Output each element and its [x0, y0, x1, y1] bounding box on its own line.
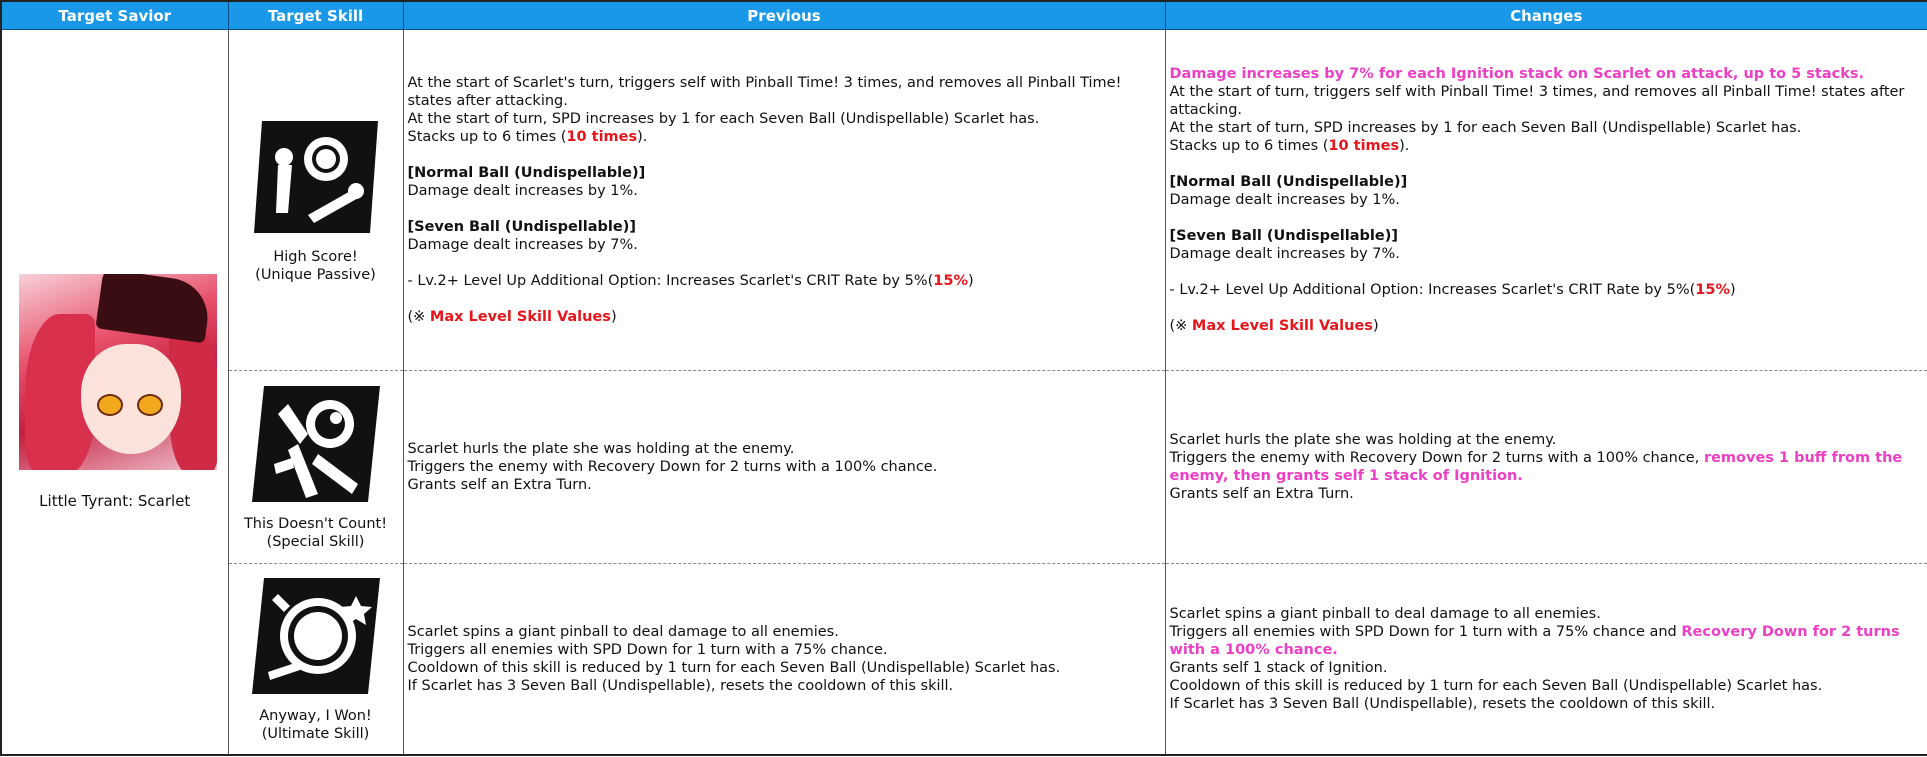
text-line: Damage dealt increases by 7%. [1169, 246, 1400, 262]
increased-value: 10 times [566, 129, 638, 145]
text-line: Cooldown of this skill is reduced by 1 turn for each Seven Ball (Undispellable) Scarlet has. [407, 660, 1061, 676]
text-line: (※ Max Level Skill Values) [407, 309, 617, 325]
text-line: Grants self 1 stack of Ignition. [1169, 660, 1388, 676]
text-line: - Lv.2+ Level Up Additional Option: Increases Scarlet's CRIT Rate by 5%(15%) [407, 273, 974, 289]
plate-throw-icon [248, 384, 384, 504]
text-line: [Seven Ball (Undispellable)] [407, 219, 636, 235]
header-target-skill: Target Skill [228, 1, 403, 30]
skill-row-ultimate [1, 564, 1927, 756]
note-highlight: Max Level Skill Values [1191, 318, 1373, 334]
skill-cell [228, 564, 403, 756]
skill-name: Anyway, I Won! [259, 707, 372, 724]
skill-cell [228, 30, 403, 371]
text-line: Grants self an Extra Turn. [407, 477, 592, 493]
increased-value: 15% [1695, 282, 1730, 298]
new-effect: Recovery Down for 2 turns with a 100% chance. [1169, 624, 1900, 658]
skill-type: (Ultimate Skill) [261, 725, 370, 742]
text-line: If Scarlet has 3 Seven Ball (Undispellable), resets the cooldown of this skill. [407, 678, 954, 694]
text-line: At the start of turn, triggers self with Pinball Time! 3 times, and removes all Pinball Time! states after attacking. [1169, 84, 1905, 118]
giant-pinball-icon [248, 576, 384, 696]
skill-cell [228, 371, 403, 564]
text-line: - Lv.2+ Level Up Additional Option: Increases Scarlet's CRIT Rate by 5%(15%) [1169, 282, 1736, 298]
note-highlight: Max Level Skill Values [429, 309, 611, 325]
skill-row-special [1, 371, 1927, 564]
previous-text [403, 371, 1165, 564]
increased-value: 15% [933, 273, 968, 289]
pinball-flipper-icon [248, 117, 384, 237]
header-changes: Changes [1165, 1, 1927, 30]
skill-name: High Score! [273, 248, 358, 265]
header-previous: Previous [403, 1, 1165, 30]
text-line: Grants self an Extra Turn. [1169, 486, 1354, 502]
text-line: [Seven Ball (Undispellable)] [1169, 228, 1398, 244]
text-line: Stacks up to 6 times (10 times). [1169, 138, 1410, 154]
new-effect: removes 1 buff from the enemy, then grants self 1 stack of Ignition. [1169, 450, 1903, 484]
previous-text [403, 564, 1165, 756]
skill-type: (Special Skill) [266, 533, 365, 550]
text-line: Scarlet hurls the plate she was holding at the enemy. [1169, 432, 1557, 448]
savior-portrait [19, 274, 217, 470]
increased-value: 10 times [1328, 138, 1400, 154]
savior-name: Little Tyrant: Scarlet [39, 492, 191, 510]
changes-text [1165, 30, 1927, 371]
text-line: [Normal Ball (Undispellable)] [1169, 174, 1408, 190]
text-line: At the start of turn, SPD increases by 1 for each Seven Ball (Undispellable) Scarlet has. [1169, 120, 1802, 136]
skill-name: This Doesn't Count! [243, 515, 388, 532]
text-line: Stacks up to 6 times (10 times). [407, 129, 648, 145]
text-line: Damage dealt increases by 7%. [407, 237, 638, 253]
skill-row-passive [1, 30, 1927, 371]
text-line: Scarlet spins a giant pinball to deal damage to all enemies. [407, 624, 839, 640]
text-line: At the start of turn, SPD increases by 1 for each Seven Ball (Undispellable) Scarlet has. [407, 111, 1040, 127]
text-line: If Scarlet has 3 Seven Ball (Undispellable), resets the cooldown of this skill. [1169, 696, 1716, 712]
new-effect: Damage increases by 7% for each Ignition stack on Scarlet on attack, up to 5 stacks. [1169, 66, 1865, 82]
skill-type: (Unique Passive) [255, 266, 376, 283]
text-line: Scarlet spins a giant pinball to deal damage to all enemies. [1169, 606, 1601, 622]
text-line: Triggers all enemies with SPD Down for 1 turn with a 75% chance. [407, 642, 888, 658]
previous-text [403, 30, 1165, 371]
header-target-savior: Target Savior [1, 1, 228, 30]
text-line: (※ Max Level Skill Values) [1169, 318, 1379, 334]
text-line: Triggers all enemies with SPD Down for 1 turn with a 75% chance and Recovery Down for 2 turns with a 100% chance. [1169, 624, 1900, 658]
text-line: Damage dealt increases by 1%. [1169, 192, 1400, 208]
savior-cell [1, 30, 228, 756]
text-line: Damage dealt increases by 1%. [407, 183, 638, 199]
header-row [1, 1, 1927, 30]
changes-text [1165, 371, 1927, 564]
text-line: Triggers the enemy with Recovery Down for 2 turns with a 100% chance, removes 1 buff from the enemy, then grants self 1 stack of Ignition. [1169, 450, 1903, 484]
text-line: Scarlet hurls the plate she was holding at the enemy. [407, 441, 795, 457]
text-line: At the start of Scarlet's turn, triggers self with Pinball Time! 3 times, and removes all Pinball Time! states after attacking. [407, 75, 1122, 109]
text-line: Cooldown of this skill is reduced by 1 turn for each Seven Ball (Undispellable) Scarlet has. [1169, 678, 1823, 694]
text-line: [Normal Ball (Undispellable)] [407, 165, 646, 181]
changes-text [1165, 564, 1927, 756]
text-line: Triggers the enemy with Recovery Down for 2 turns with a 100% chance. [407, 459, 938, 475]
